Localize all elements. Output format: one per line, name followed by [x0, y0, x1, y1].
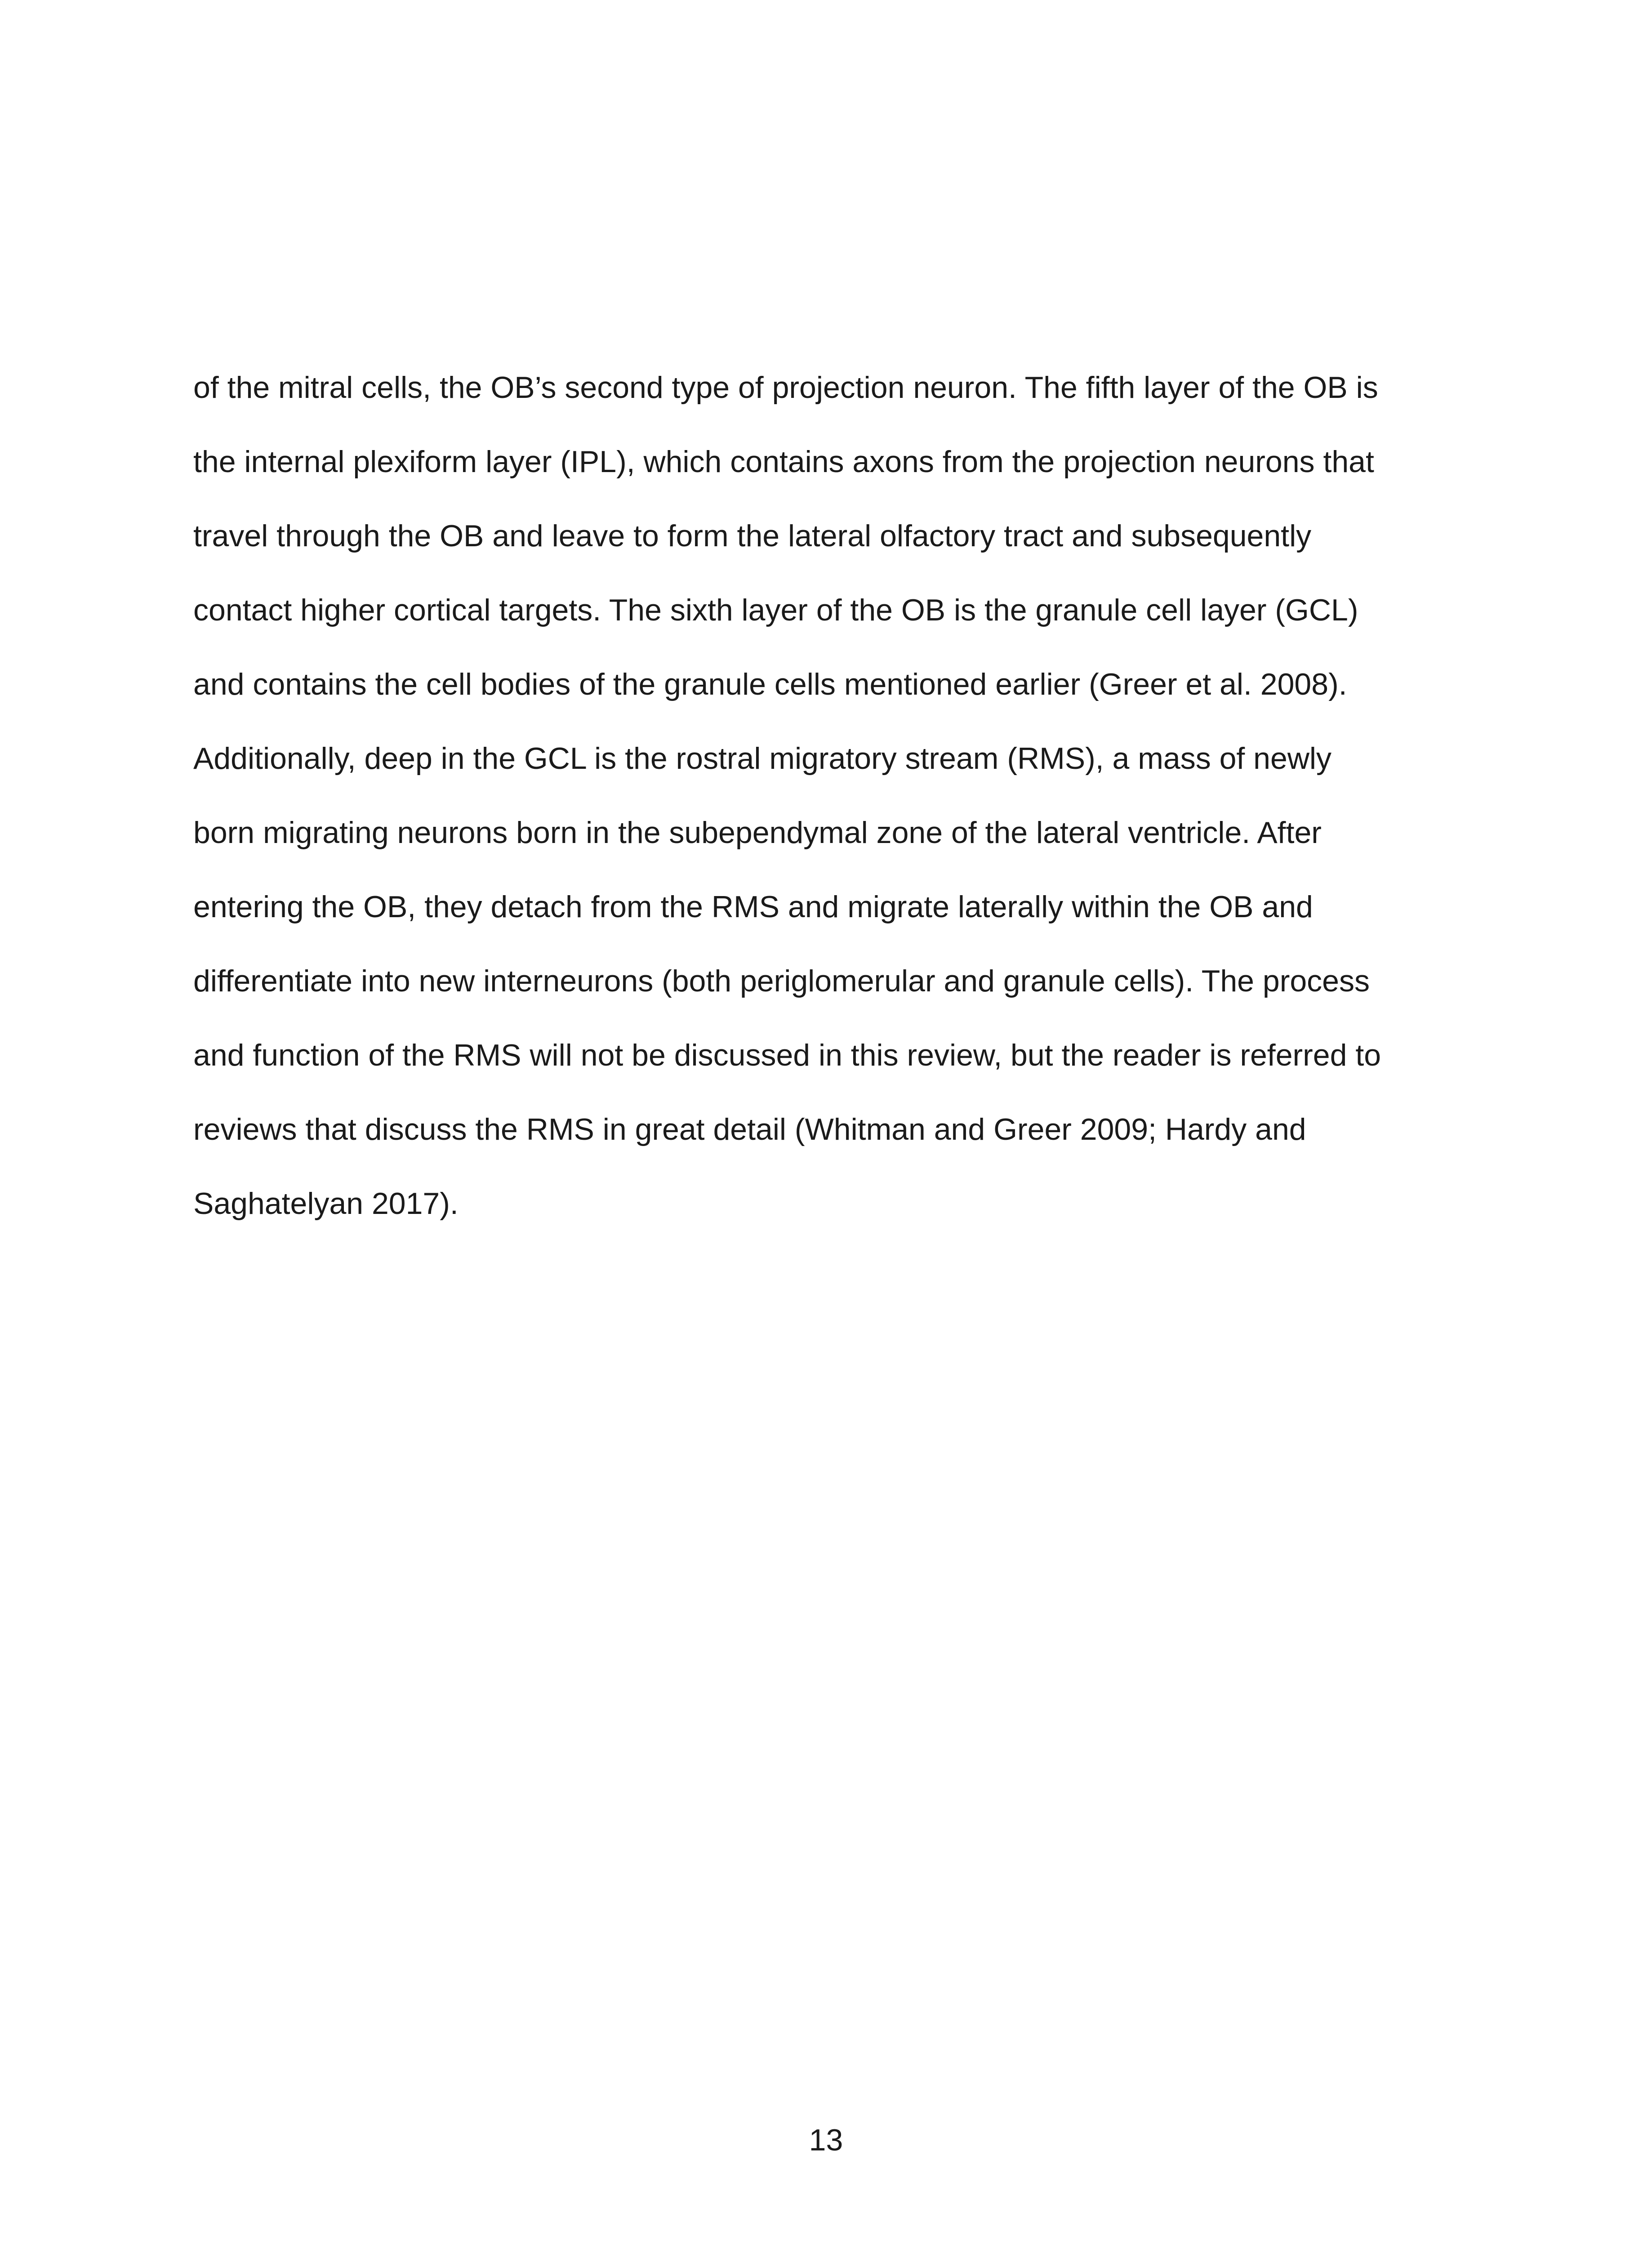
paragraph-line: Saghatelyan 2017). [193, 1186, 459, 1221]
body-paragraph [193, 351, 1497, 1241]
paragraph-line: and function of the RMS will not be discussed in this review, but the reader is referred to [193, 1038, 1381, 1072]
paragraph-line: reviews that discuss the RMS in great detail (Whitman and Greer 2009; Hardy and [193, 1112, 1306, 1146]
paragraph-line: travel through the OB and leave to form the lateral olfactory tract and subsequently [193, 519, 1312, 553]
page-number: 13 [809, 2123, 843, 2157]
paragraph-line: of the mitral cells, the OB’s second type of projection neuron. The fifth layer of the OB is [193, 370, 1378, 405]
paragraph-line: Additionally, deep in the GCL is the rostral migratory stream (RMS), a mass of newly [193, 741, 1332, 776]
paragraph-line: and contains the cell bodies of the granule cells mentioned earlier (Greer et al. 2008). [193, 667, 1347, 701]
paragraph-line: born migrating neurons born in the subependymal zone of the lateral ventricle. After [193, 816, 1322, 850]
paragraph-line: differentiate into new interneurons (both periglomerular and granule cells). The process [193, 964, 1370, 998]
paragraph-line: entering the OB, they detach from the RMS and migrate laterally within the OB and [193, 890, 1313, 924]
paragraph-line: contact higher cortical targets. The sixth layer of the OB is the granule cell layer (GCL) [193, 593, 1358, 627]
paragraph-line: the internal plexiform layer (IPL), which contains axons from the projection neurons that [193, 445, 1374, 479]
